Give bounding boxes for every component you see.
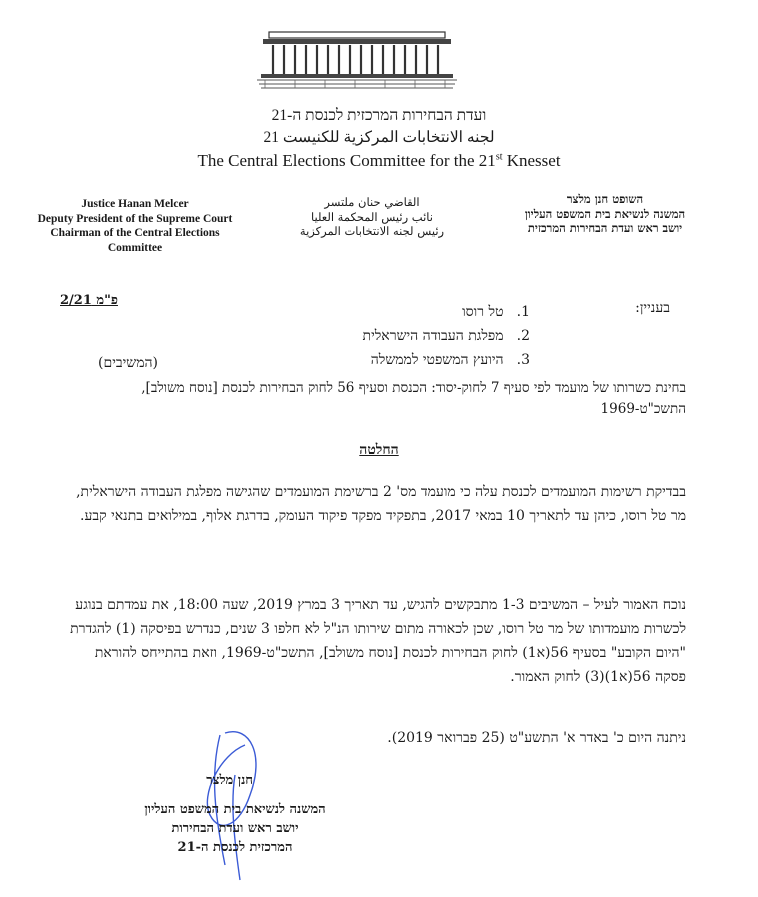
official-english-line: Deputy President of the Supreme Court	[37, 212, 233, 225]
decision-heading: החלטה	[359, 442, 399, 458]
signer-name: חנן מלצר	[206, 773, 253, 788]
official-english-line: Chairman of the Central Elections	[50, 227, 220, 239]
header-arabic: لجنه الانتخابات المركزية للكنيست 21	[263, 129, 495, 146]
official-arabic	[282, 195, 462, 239]
knesset-building-icon	[255, 30, 460, 92]
subject-text: בחינת כשרותו של מועמד לפי סעיף 7 לחוק-יסוד: הכנסת וסעיף 56 לחוק הבחירות לכנסת [נוסח משולב], התשכ"ט-1969	[141, 380, 686, 417]
given-date: ניתנה היום כ' באדר א' התשע"ט (25 פברואר 2019).	[387, 730, 686, 746]
official-hebrew	[470, 192, 740, 236]
decision-paragraph-1: בבדיקת רשימות המועמדים לכנסת עלה כי מועמד מס' 2 ברשימת המועמדים שהגישה מפלגת העבודה הישראלית, מר טל רוסו, כיהן עד לתאריך 10 במאי 2017, בתפקיד מפקד פיקוד העומק, בדרגת אלוף, במילואים בתנאי קבע.	[76, 484, 686, 524]
official-english-line: Committee	[107, 241, 163, 254]
header-english-prefix: The Central Elections Committee for the 21	[197, 151, 496, 170]
party-row	[371, 352, 530, 369]
header-hebrew: ועדת הבחירות המרכזית לכנסת ה-21	[271, 107, 487, 124]
subject-label: בעניין:	[635, 300, 670, 316]
official-arabic-line: نائب رئيس المحكمة العليا	[310, 209, 433, 224]
official-english-line: Justice Hanan Melcer	[81, 198, 189, 210]
signer-title-line: המרכזית לכנסת ה-21	[177, 840, 293, 855]
signer-title	[80, 800, 390, 857]
party-name: טל רוסו	[462, 304, 504, 320]
header-english-sup: st	[495, 151, 503, 163]
header-english-suffix: Knesset	[502, 151, 561, 170]
official-hebrew-line: המשנה לנשיאת בית המשפט העליון	[524, 206, 686, 221]
official-english	[10, 197, 260, 255]
party-row	[363, 328, 530, 345]
signer-title-line: יושב ראש ועדת הבחירות	[171, 821, 299, 836]
case-number: פ"מ 2/21	[60, 293, 118, 308]
party-row	[462, 304, 530, 321]
party-number: 1.	[516, 304, 530, 320]
decision-paragraph-2: נוכח האמור לעיל – המשיבים 1-3 מתבקשים להגיש, עד תאריך 3 במרץ 2019, שעה 18:00, את עמדתם בנוגע לכשרות מועמדותו של מר טל רוסו, שכן לכאורה מתום שירותו הנ"ל לא חלפו 3 שנים, כנדרש בפיסקה (1) להגדרת "היום הקובע" בסעיף 56(א1) לחוק הבחירות לכנסת [נוסח משולב], התשכ"ט-1969, וזאת בהתייחס להוראת פסקה 56(א1)(3) לחוק האמור.	[70, 597, 686, 685]
party-name: היועץ המשפטי לממשלה	[370, 352, 504, 368]
official-arabic-line: رئيس لجنه الانتخابات المركزية	[299, 224, 445, 238]
party-number: 2.	[516, 328, 530, 344]
party-name: מפלגת העבודה הישראלית	[362, 328, 504, 344]
signer-title-line: המשנה לנשיאת בית המשפט העליון	[144, 802, 326, 817]
party-number: 3.	[516, 352, 530, 368]
official-hebrew-line: השופט חנן מלצר	[566, 192, 644, 206]
header-english	[0, 151, 758, 171]
official-hebrew-line: יושב ראש ועדת הבחירות המרכזית	[527, 221, 683, 235]
respondents-label: (המשיבים)	[98, 355, 159, 371]
official-arabic-line: القاضي حنان ملتسر	[324, 195, 420, 209]
